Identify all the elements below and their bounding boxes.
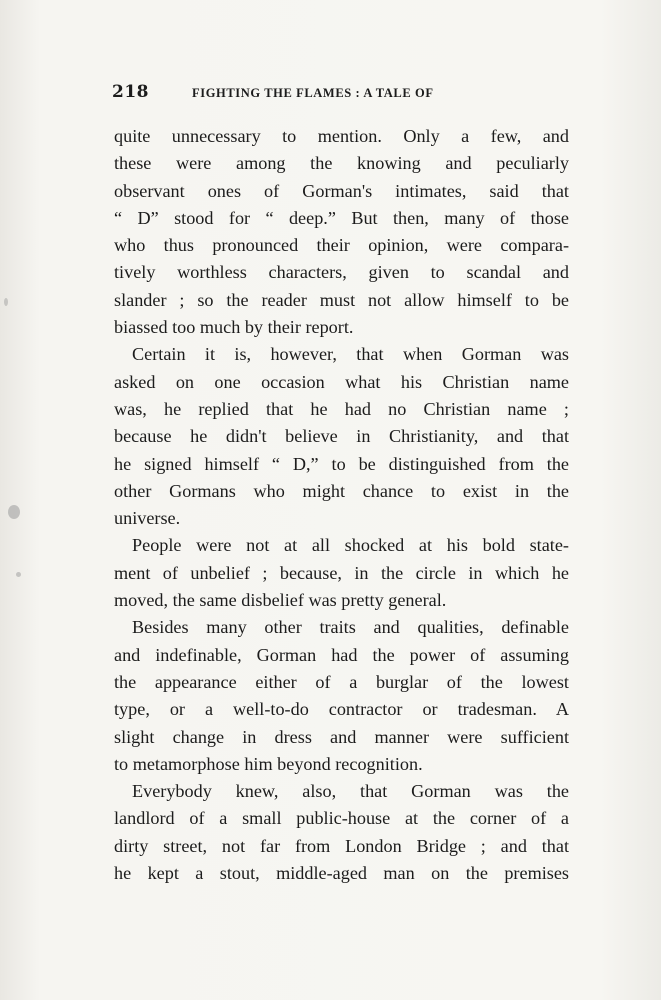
text-line: landlord of a small public-house at the corner of a [114, 808, 569, 829]
text-line: type, or a well-to-do contractor or tradesman. A [114, 699, 569, 720]
text-line: because he didn't believe in Christianity, and that [114, 426, 569, 447]
text-line: moved, the same disbelief was pretty general. [114, 590, 447, 611]
text-line: to metamorphose him beyond recognition. [114, 753, 423, 774]
text-line: ment of unbelief ; because, in the circle in which he [114, 562, 569, 583]
text-line: who thus pronounced their opinion, were compara- [114, 235, 569, 256]
page-header [112, 80, 572, 104]
text-line: asked on one occasion what his Christian name [114, 371, 569, 392]
text-line: quite unnecessary to mention. Only a few, and [114, 126, 569, 146]
text-line: he signed himself “ D,” to be distinguished from the [114, 453, 569, 474]
paragraph [114, 341, 569, 532]
text-line: Everybody knew, also, that Gorman was the [132, 781, 569, 802]
text-line: he kept a stout, middle-aged man on the premises [114, 863, 569, 884]
ink-speck [4, 298, 8, 306]
ink-speck [16, 572, 21, 577]
text-line: other Gormans who might chance to exist in the [114, 480, 569, 501]
running-head: FIGHTING THE FLAMES : A TALE OF [192, 86, 434, 100]
text-line: slander ; so the reader must not allow himself to be [114, 289, 569, 310]
text-line: tively worthless characters, given to scandal and [114, 262, 569, 283]
text-line: observant ones of Gorman's intimates, said that [114, 180, 569, 201]
text-line: universe. [114, 508, 181, 529]
text-line: was, he replied that he had no Christian name ; [114, 398, 569, 419]
text-line: People were not at all shocked at his bold state- [132, 535, 569, 556]
paragraph [114, 778, 569, 887]
paragraph [114, 614, 569, 778]
text-line: Certain it is, however, that when Gorman was [132, 344, 569, 365]
text-line: dirty street, not far from London Bridge ; and that [114, 835, 569, 856]
page-number: 218 [112, 82, 149, 102]
text-line: “ D” stood for “ deep.” But then, many of those [114, 207, 569, 228]
body-text [114, 123, 569, 887]
ink-speck [8, 505, 20, 519]
text-line: the appearance either of a burglar of the lowest [114, 671, 569, 692]
paragraph [114, 532, 569, 614]
paragraph [114, 123, 569, 341]
text-line: these were among the knowing and peculiarly [114, 153, 569, 174]
text-line: slight change in dress and manner were sufficient [114, 726, 569, 747]
text-line: Besides many other traits and qualities, definable [132, 617, 569, 638]
text-line: biassed too much by their report. [114, 317, 354, 338]
text-line: and indefinable, Gorman had the power of assuming [114, 644, 569, 665]
